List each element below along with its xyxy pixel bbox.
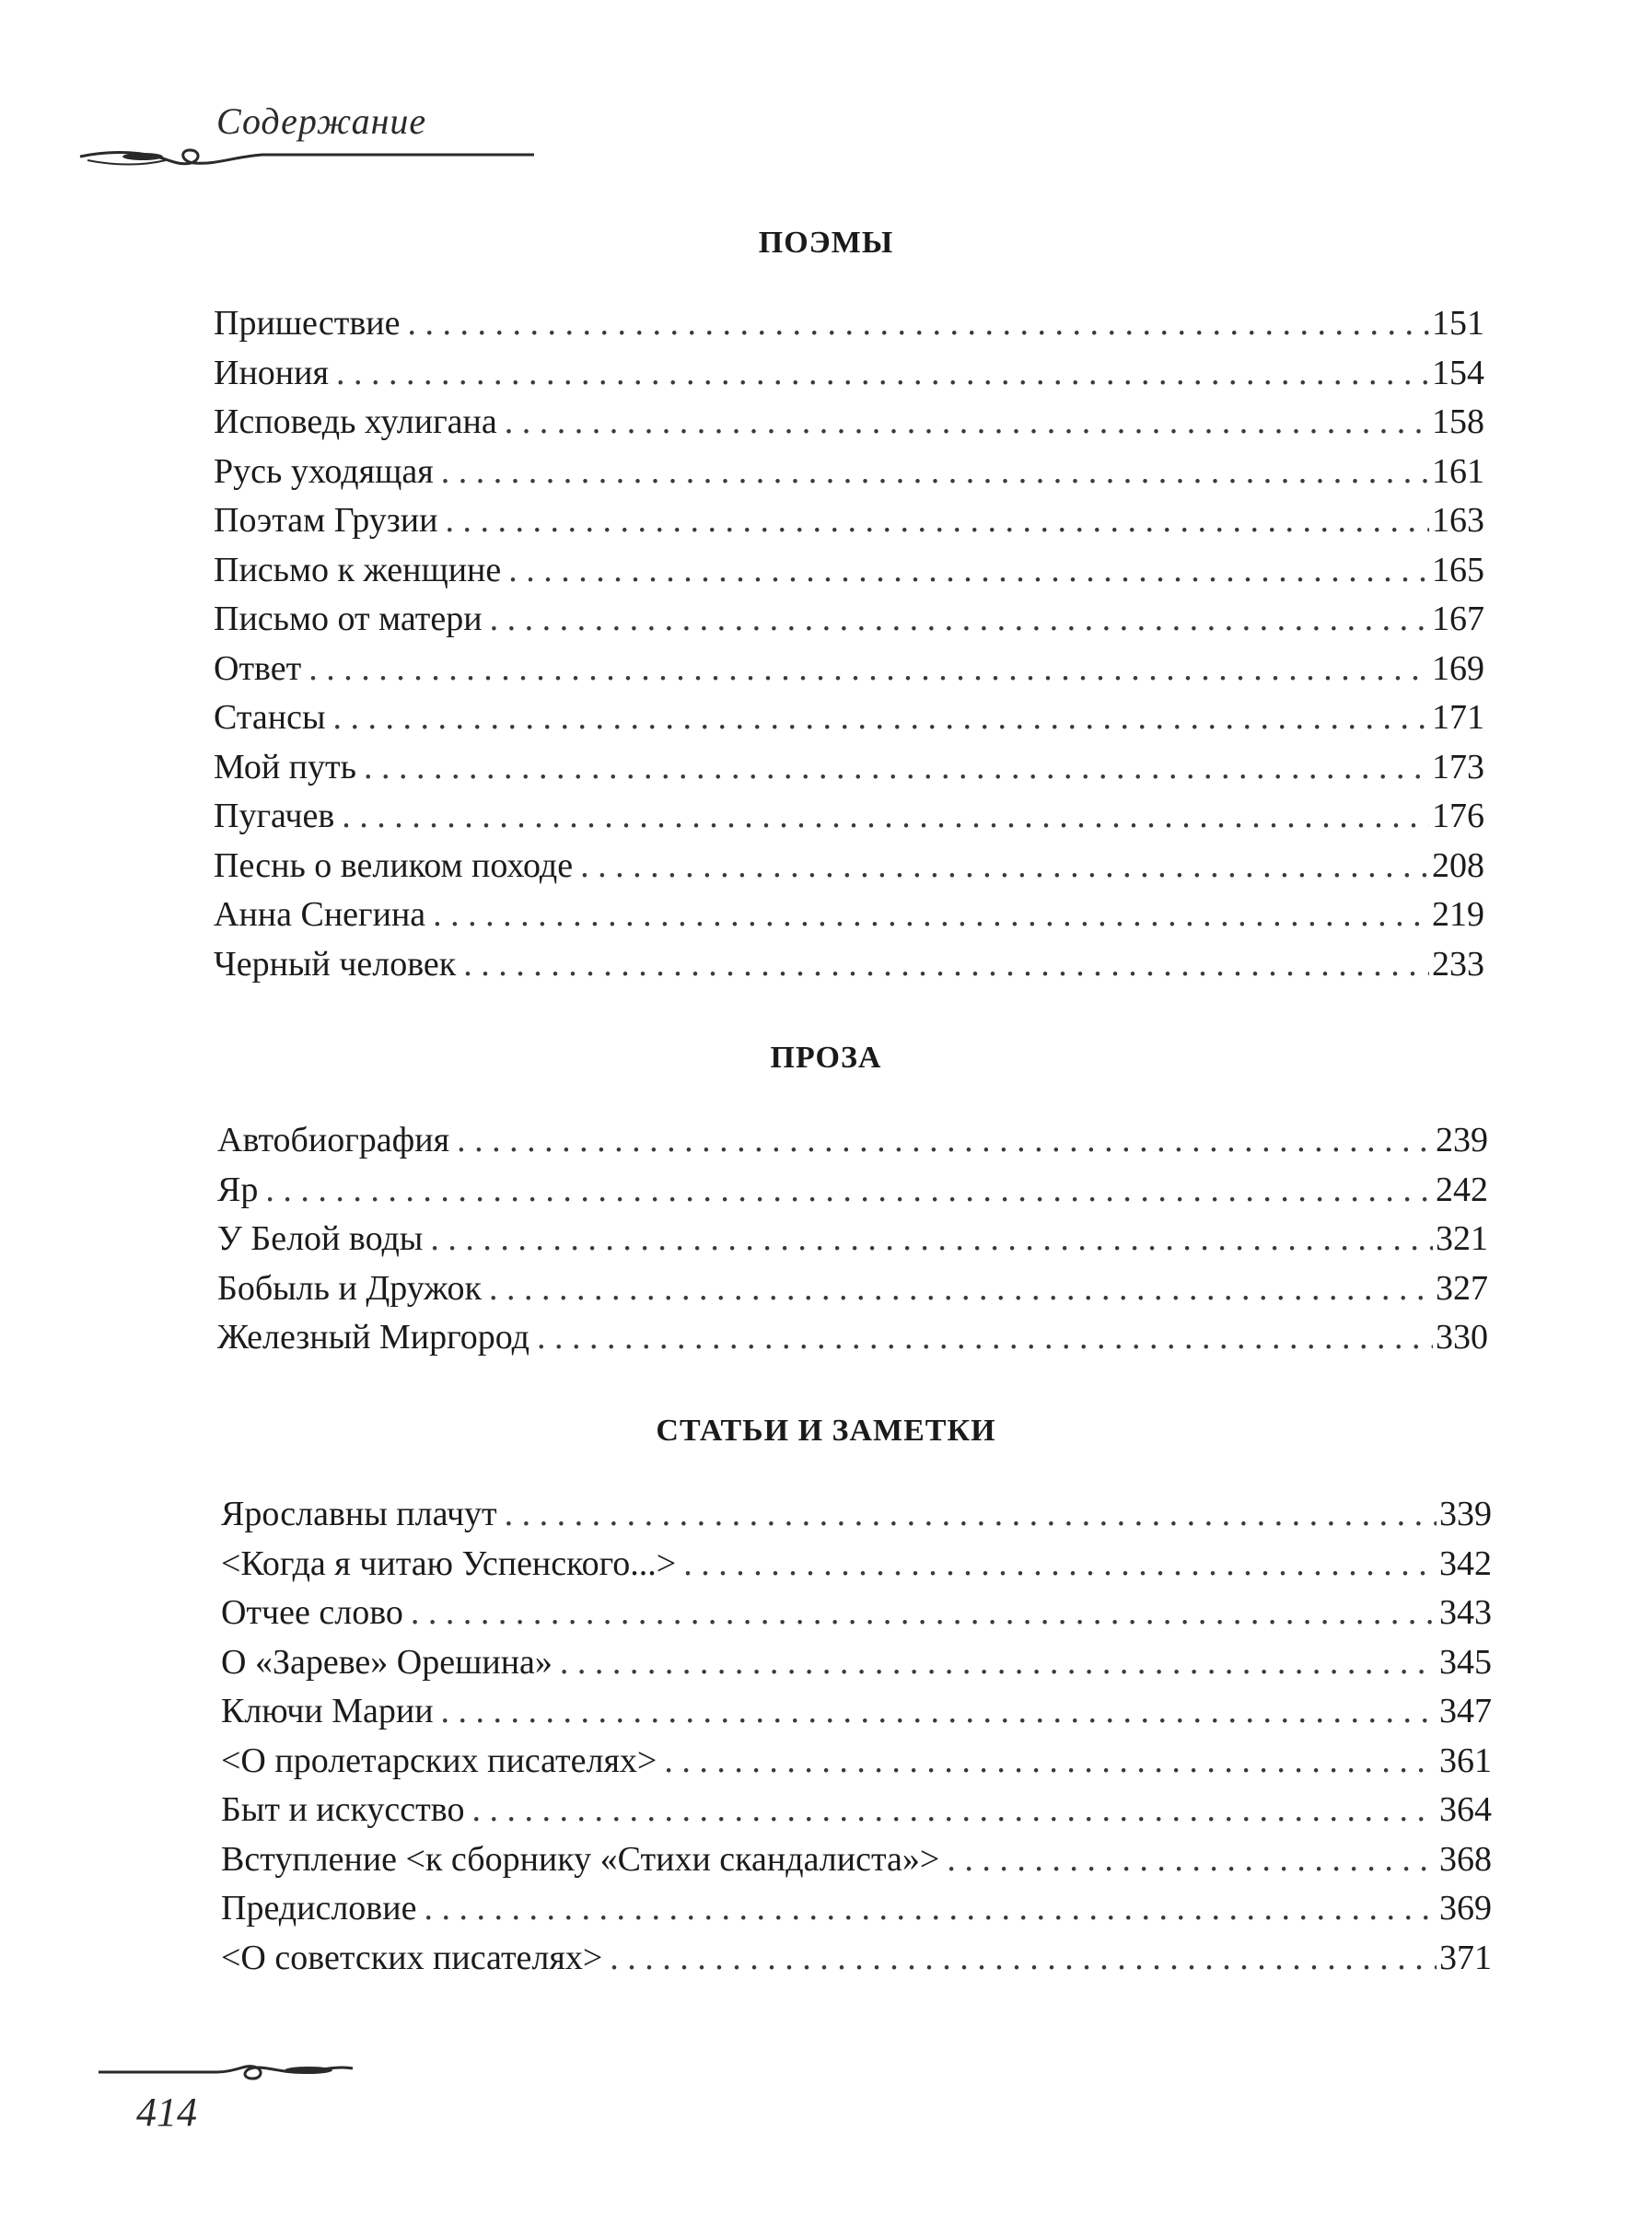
toc-entry-title: Быт и искусство xyxy=(221,1790,465,1829)
leader-dots xyxy=(265,1166,1433,1216)
toc-entry-page: 347 xyxy=(1439,1692,1492,1730)
toc-entry-title: Отчее слово xyxy=(221,1593,403,1632)
leader-dots xyxy=(424,1884,1437,1934)
toc-entry-title: У Белой воды xyxy=(217,1219,424,1258)
section-heading-poems: ПОЭМЫ xyxy=(758,226,894,260)
toc-entry xyxy=(221,1638,1492,1688)
leader-dots xyxy=(505,398,1429,448)
toc-entry-page: 167 xyxy=(1432,600,1484,638)
leader-dots xyxy=(560,1638,1437,1688)
toc-entry-page: 371 xyxy=(1439,1938,1492,1977)
toc-entry xyxy=(221,1934,1492,1984)
toc-entry xyxy=(214,349,1484,399)
leader-dots xyxy=(333,693,1429,743)
toc-entry-page: 173 xyxy=(1432,747,1484,786)
section-heading-articles: СТАТЬИ И ЗАМЕТКИ xyxy=(656,1414,996,1448)
toc-entry xyxy=(221,1786,1492,1835)
toc-entry-page: 151 xyxy=(1432,304,1484,343)
toc-entry-title: <Когда я читаю Успенского...> xyxy=(221,1543,677,1583)
toc-entry-page: 321 xyxy=(1436,1219,1488,1258)
toc-section-prose xyxy=(217,1116,1488,1363)
toc-entry xyxy=(221,1589,1492,1638)
toc-entry-page: 364 xyxy=(1439,1790,1492,1829)
toc-entry-page: 330 xyxy=(1436,1318,1488,1357)
toc-entry-page: 361 xyxy=(1439,1741,1492,1780)
leader-dots xyxy=(407,299,1429,349)
toc-entry-title: Инония xyxy=(214,353,329,392)
toc-entry-title: Автобиография xyxy=(217,1121,450,1159)
section-heading-prose: ПРОЗА xyxy=(770,1041,882,1075)
toc-entry-page: 345 xyxy=(1439,1642,1492,1682)
toc-entry-page: 208 xyxy=(1432,845,1484,885)
toc-entry-title: Яр xyxy=(217,1170,259,1209)
leader-dots xyxy=(508,546,1429,596)
toc-entry-title: Вступление <к сборнику «Стихи скандалиста»> xyxy=(221,1839,940,1879)
toc-entry-page: 239 xyxy=(1436,1121,1488,1159)
leader-dots xyxy=(580,842,1429,891)
toc-entry-page: 368 xyxy=(1439,1839,1492,1879)
toc-entry xyxy=(221,1687,1492,1737)
toc-entry xyxy=(217,1116,1488,1166)
toc-entry xyxy=(214,546,1484,596)
page-number: 414 xyxy=(136,2090,197,2135)
toc-entry-title: Песнь о великом походе xyxy=(214,845,574,885)
toc-entry xyxy=(214,645,1484,694)
toc-entry xyxy=(214,891,1484,940)
toc-entry-page: 171 xyxy=(1432,698,1484,737)
toc-entry xyxy=(214,743,1484,793)
leader-dots xyxy=(489,1264,1433,1314)
toc-entry-title: Письмо к женщине xyxy=(214,550,502,589)
toc-entry xyxy=(214,398,1484,448)
leader-dots xyxy=(505,1490,1437,1540)
leader-dots xyxy=(441,1687,1437,1737)
toc-entry-page: 165 xyxy=(1432,550,1484,589)
toc-entry xyxy=(214,792,1484,842)
toc-entry xyxy=(221,1490,1492,1540)
toc-entry xyxy=(214,448,1484,497)
leader-dots xyxy=(463,940,1429,990)
leader-dots xyxy=(430,1215,1433,1264)
toc-entry-title: Анна Снегина xyxy=(214,895,426,934)
toc-entry-page: 233 xyxy=(1432,944,1484,984)
toc-entry-title: <О пролетарских писателях> xyxy=(221,1741,657,1780)
toc-entry-page: 327 xyxy=(1436,1268,1488,1308)
toc-entry xyxy=(214,595,1484,645)
toc-entry-title: Предисловие xyxy=(221,1889,417,1928)
toc-entry-title: Черный человек xyxy=(214,944,457,984)
toc-entry-title: Ключи Марии xyxy=(221,1692,434,1730)
leader-dots xyxy=(537,1313,1433,1363)
leader-dots xyxy=(364,743,1429,793)
toc-entry-title: Ярославны плачут xyxy=(221,1495,497,1533)
flourish-ornament-icon xyxy=(78,138,539,175)
toc-entry-title: <О советских писателях> xyxy=(221,1938,603,1977)
toc-entry xyxy=(221,1835,1492,1885)
leader-dots xyxy=(433,891,1429,940)
toc-entry-title: Пришествие xyxy=(214,304,401,343)
toc-entry-title: Письмо от матери xyxy=(214,600,483,638)
toc-entry-title: О «Зареве» Орешина» xyxy=(221,1642,553,1682)
toc-entry xyxy=(214,693,1484,743)
toc-entry-title: Исповедь хулигана xyxy=(214,402,497,441)
toc-entry-page: 219 xyxy=(1432,895,1484,934)
toc-entry xyxy=(214,842,1484,891)
toc-entry xyxy=(217,1313,1488,1363)
toc-entry xyxy=(217,1166,1488,1216)
leader-dots xyxy=(610,1934,1437,1984)
toc-entry-title: Мой путь xyxy=(214,747,356,786)
toc-entry xyxy=(214,299,1484,349)
toc-entry-page: 176 xyxy=(1432,797,1484,835)
toc-entry xyxy=(221,1540,1492,1590)
toc-entry xyxy=(221,1884,1492,1934)
toc-entry-page: 242 xyxy=(1436,1170,1488,1209)
leader-dots xyxy=(683,1540,1437,1590)
leader-dots xyxy=(308,645,1429,694)
toc-entry xyxy=(217,1264,1488,1314)
toc-entry-page: 161 xyxy=(1432,451,1484,491)
leader-dots xyxy=(336,349,1429,399)
toc-entry-title: Поэтам Грузии xyxy=(214,501,438,540)
toc-entry-title: Русь уходящая xyxy=(214,451,434,491)
toc-entry-page: 343 xyxy=(1439,1593,1492,1632)
leader-dots xyxy=(471,1786,1437,1835)
toc-entry-page: 369 xyxy=(1439,1889,1492,1928)
toc-entry-title: Ответ xyxy=(214,648,302,688)
toc-entry xyxy=(221,1737,1492,1787)
leader-dots xyxy=(490,595,1429,645)
leader-dots xyxy=(947,1835,1437,1885)
leader-dots xyxy=(441,448,1429,497)
toc-entry xyxy=(214,496,1484,546)
toc-entry-page: 169 xyxy=(1432,648,1484,688)
toc-section-poems xyxy=(214,299,1484,989)
toc-entry-page: 158 xyxy=(1432,402,1484,441)
toc-entry-title: Стансы xyxy=(214,698,326,737)
leader-dots xyxy=(664,1737,1437,1787)
leader-dots xyxy=(445,496,1429,546)
flourish-ornament-icon xyxy=(97,2052,355,2089)
toc-entry xyxy=(214,940,1484,990)
toc-entry-page: 154 xyxy=(1432,353,1484,392)
toc-entry-page: 339 xyxy=(1439,1495,1492,1533)
toc-entry-title: Пугачев xyxy=(214,797,335,835)
leader-dots xyxy=(342,792,1429,842)
toc-entry-title: Бобыль и Дружок xyxy=(217,1268,483,1308)
running-head: Содержание xyxy=(216,100,427,142)
toc-entry-page: 342 xyxy=(1439,1543,1492,1583)
leader-dots xyxy=(457,1116,1433,1166)
toc-section-articles xyxy=(221,1490,1492,1983)
toc-entry-page: 163 xyxy=(1432,501,1484,540)
toc-entry xyxy=(217,1215,1488,1264)
toc-entry-title: Железный Миргород xyxy=(217,1318,529,1357)
leader-dots xyxy=(411,1589,1437,1638)
